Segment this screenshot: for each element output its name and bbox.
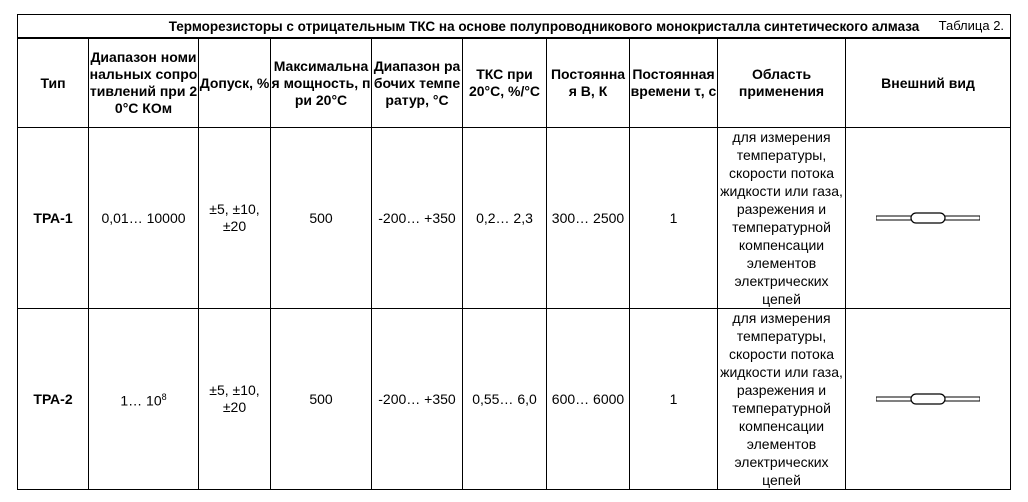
cell-application: для измерения температуры, скорости потока жидкости или газа, разрежения и температурной компенсации элементов электрических цепей (718, 128, 846, 309)
header-application: Область применения (718, 38, 846, 128)
cell-max-power: 500 (271, 128, 372, 309)
cell-const-b: 300… 2500 (547, 128, 630, 309)
thermistor-icon (876, 211, 980, 225)
header-const-b: Постоянная В, К (547, 38, 630, 128)
table-number: Таблица 2. (938, 18, 1005, 33)
thermistor-table (17, 14, 1011, 490)
cell-const-b: 600… 6000 (547, 309, 630, 490)
cell-temp-range: -200… +350 (372, 309, 463, 490)
caption-row (18, 15, 1011, 39)
header-temp-range: Диапазон рабочих температур, °С (372, 38, 463, 128)
cell-tcr: 0,2… 2,3 (463, 128, 547, 309)
cell-appearance (846, 309, 1011, 490)
cell-tcr: 0,55… 6,0 (463, 309, 547, 490)
header-tolerance: Допуск, % (199, 38, 271, 128)
header-row (18, 38, 1011, 128)
cell-resistance-range: 0,01… 10000 (89, 128, 199, 309)
table-title: Терморезисторы с отрицательным ТКС на основе полупроводникового монокристалла синтетического алмаза (168, 18, 920, 34)
header-time-const: Постоянная времени τ, с (630, 38, 718, 128)
resistance-range-text: 1… 10 (120, 392, 162, 409)
cell-appearance (846, 128, 1011, 309)
table-row (18, 309, 1011, 490)
cell-max-power: 500 (271, 309, 372, 490)
header-max-power: Максимальная мощность, при 20°С (271, 38, 372, 128)
cell-time-const: 1 (630, 128, 718, 309)
cell-type: ТРА-1 (18, 128, 89, 309)
header-resistance-range: Диапазон номинальных сопротивлений при 20°С КОм (89, 38, 199, 128)
table-container (17, 14, 1010, 490)
header-type: Тип (18, 38, 89, 128)
cell-resistance-range (89, 309, 199, 490)
cell-application: для измерения температуры, скорости потока жидкости или газа, разрежения и температурной компенсации элементов электрических цепей (718, 309, 846, 490)
thermistor-icon (876, 392, 980, 406)
cell-temp-range: -200… +350 (372, 128, 463, 309)
header-appearance: Внешний вид (846, 38, 1011, 128)
table-caption (18, 15, 1011, 39)
cell-tolerance: ±5, ±10, ±20 (199, 128, 271, 309)
cell-time-const: 1 (630, 309, 718, 490)
cell-tolerance: ±5, ±10, ±20 (199, 309, 271, 490)
resistance-exponent: 8 (161, 391, 167, 402)
cell-type: ТРА-2 (18, 309, 89, 490)
header-tcr: ТКС при 20°С, %/°С (463, 38, 547, 128)
table-row (18, 128, 1011, 309)
